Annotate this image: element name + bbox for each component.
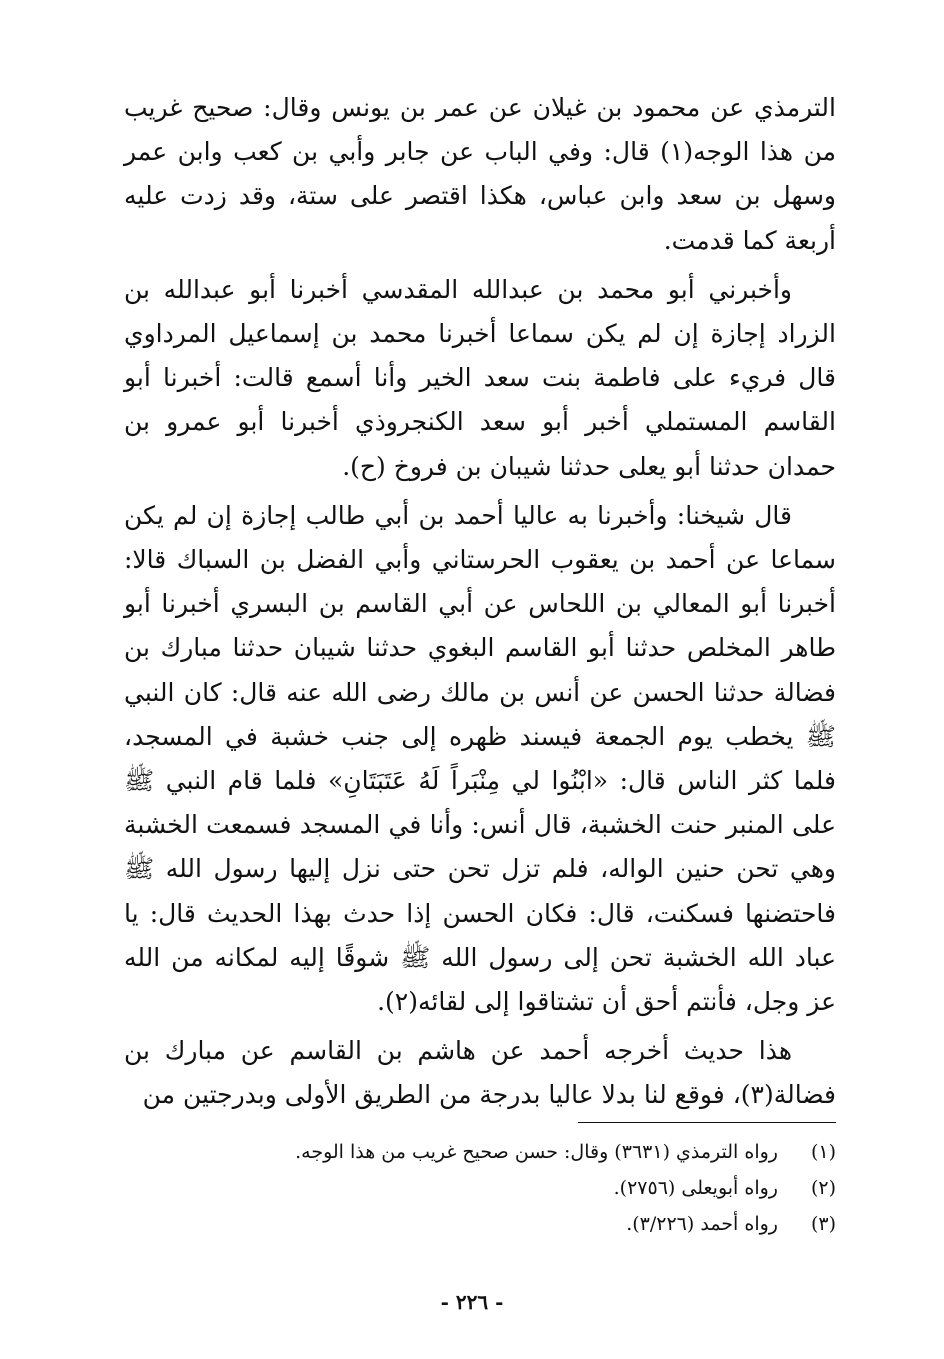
footnote-number: (١) [810, 1141, 836, 1163]
page-number: - ٢٢٦ - [440, 1290, 504, 1314]
paragraph-1: الترمذي عن محمود بن غيلان عن عمر بن يونس وقال: صحيح غريب من هذا الوجه(١) قال: وفي الباب عن جابر وأبي بن كعب وابن عمر وسهل بن سعد وابن عباس، هكذا اقتصر على ستة، وقد زدت عليه أربعة كما قدمت. [124, 93, 836, 255]
footnote-text: رواه الترمذي (٣٦٣١) وقال: حسن صحيح غريب من هذا الوجه. [295, 1141, 778, 1163]
paragraph-4: هذا حديث أخرجه أحمد عن هاشم بن القاسم عن مبارك بن فضالة(٣)، فوقع لنا بدلا عاليا بدرجة من الطريق الأولى وبدرجتين من [124, 1036, 836, 1110]
footnote-number: (٢) [810, 1177, 836, 1199]
footnotes [124, 1134, 836, 1242]
paragraph-2: وأخبرني أبو محمد بن عبدالله المقدسي أخبرنا أبو عبدالله بن الزراد إجازة إن لم يكن سماعا أخبرنا محمد بن إسماعيل المرداوي قال فريء على فاطمة بنت سعد الخير وأنا أسمع قالت: أخبرنا أبو القاسم المستملي أخبر أبو سعد الكنجروذي أخبرنا أبو عمرو بن حمدان حدثنا أبو يعلى حدثنا شيبان بن فروخ (ح). [124, 274, 836, 481]
footnote-text: رواه أبويعلى (٢٧٥٦). [613, 1177, 778, 1199]
paragraph-3: قال شيخنا: وأخبرنا به عاليا أحمد بن أبي طالب إجازة إن لم يكن سماعا عن أحمد بن يعقوب الحرستاني وأبي الفضل بن السباك قالا: أخبرنا أبو المعالي بن اللحاس عن أبي القاسم بن البسري أخبرنا أبو طاهر المخلص حدثنا أبو القاسم البغوي حدثنا شيبان حدثنا مبارك بن فضالة حدثنا الحسن عن أنس بن مالك رضى الله عنه قال: كان النبي ﷺ يخطب يوم الجمعة فيسند ظهره إلى جنب خشبة في المسجد، فلما كثر الناس قال: «ابْنُوا لي مِنْبَراً لَهُ عَتَبَتَانِ» فلما قام النبي ﷺ على المنبر حنت الخشبة، قال أنس: وأنا في المسجد فسمعت الخشبة وهي تحن حنين الواله، فلم تزل تحن حتى نزل إليها رسول الله ﷺ فاحتضنها فسكنت، قال: فكان الحسن إذا حدث بهذا الحديث قال: يا عباد الله الخشبة تحن إلى رسول الله ﷺ شوقًا إليه لمكانه من الله عز وجل، فأنتم أحق أن تشتاقوا إلى لقائه(٢). [124, 500, 836, 1017]
footnote-divider [578, 1122, 836, 1123]
footnote-3 [124, 1206, 836, 1242]
main-text [124, 86, 836, 1123]
footnote-2 [124, 1170, 836, 1206]
footnote-number: (٣) [810, 1213, 836, 1235]
footnote-text: رواه أحمد (٣/٢٢٦). [626, 1213, 778, 1235]
footnote-1 [124, 1134, 836, 1170]
